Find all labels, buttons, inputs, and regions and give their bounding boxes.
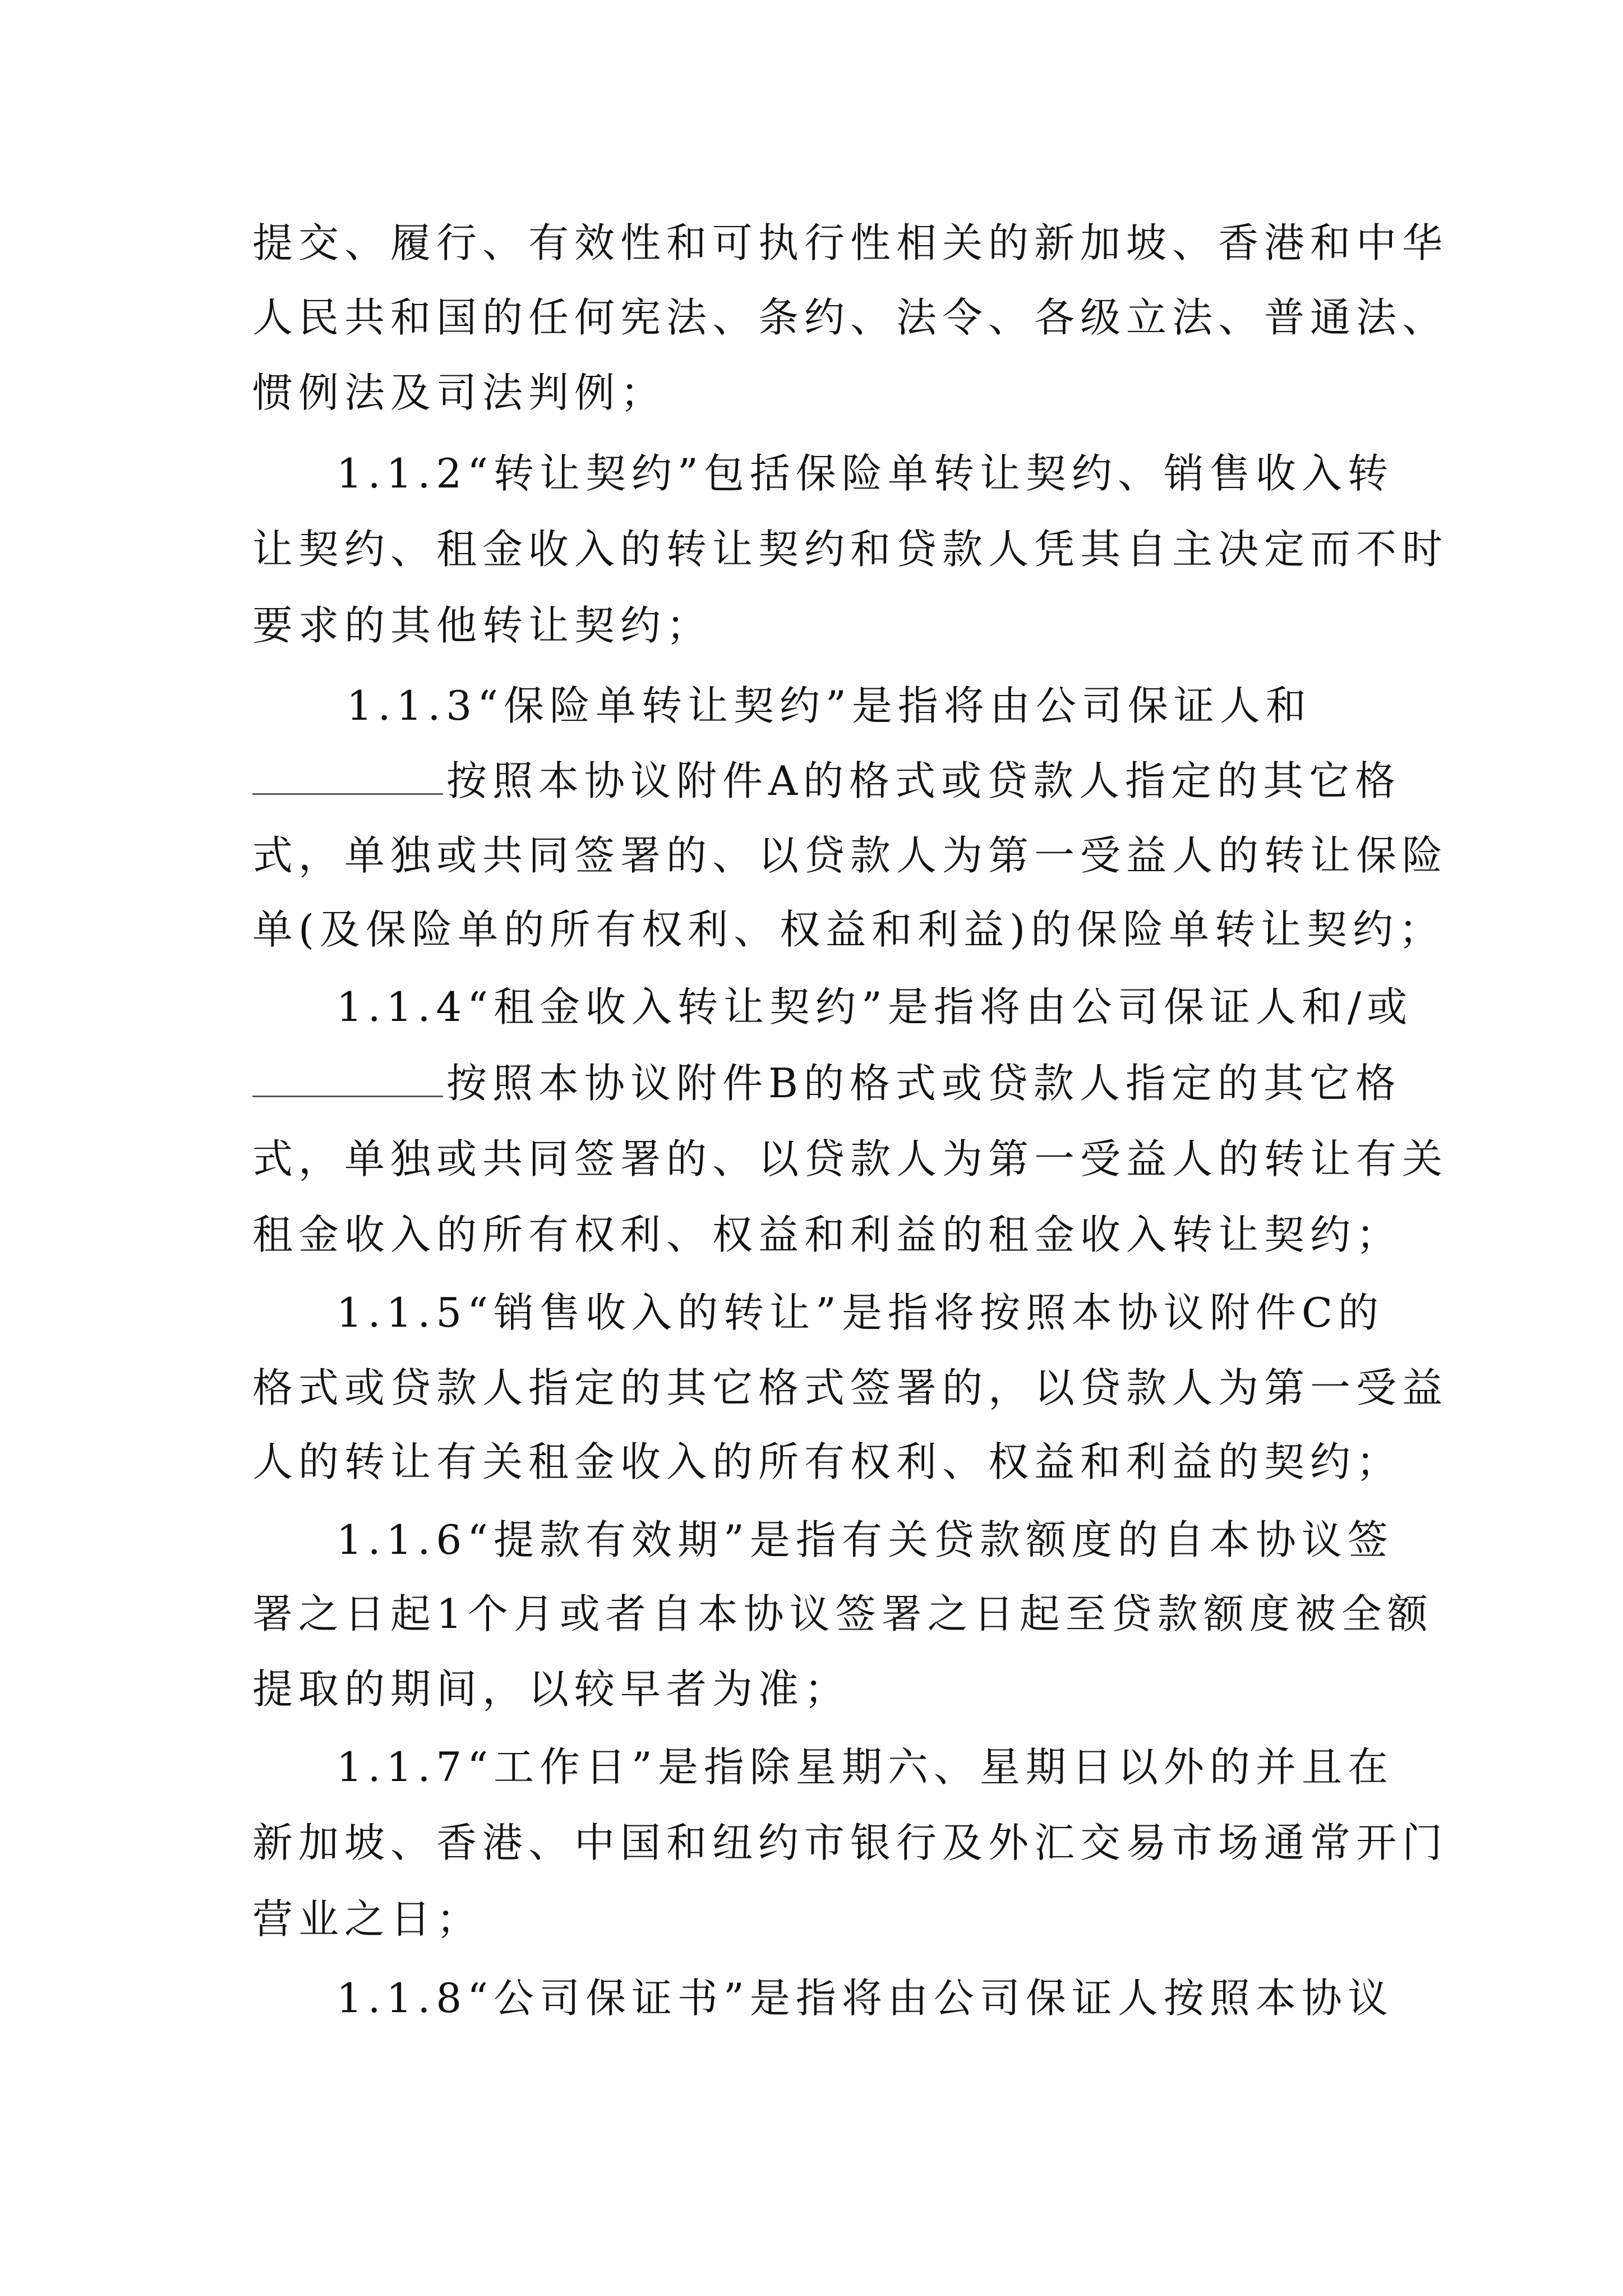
text-line-3: 惯例法及司法判例； (252, 369, 667, 416)
clause-1-1-5-line-2: 格式或贷款人指定的其它格式签署的，以贷款人为第一受益 (252, 1364, 1449, 1411)
clause-1-1-4-line-4: 租金收入的所有权利、权益和利益的租金收入转让契约； (252, 1211, 1403, 1258)
clause-1-1-4-line-2 (252, 1055, 1401, 1111)
clause-1-1-8-line-1: 1.1.8“公司保证书”是指将由公司保证人按照本协议 (336, 1975, 1394, 2022)
clause-1-1-3-line-3: 式，单独或共同签署的、以贷款人为第一受益人的转让保险 (252, 832, 1449, 879)
clause-1-1-2-line-3: 要求的其他转让契约； (252, 602, 713, 649)
clause-1-1-6-line-2: 署之日起1个月或者自本协议签署之日起至贷款额度被全额 (252, 1590, 1433, 1637)
fill-in-blank (252, 1062, 443, 1097)
clause-1-1-7-line-3: 营业之日； (252, 1895, 483, 1943)
clause-1-1-5-line-1: 1.1.5“销售收入的转让”是指将按照本协议附件C的 (336, 1289, 1384, 1336)
clause-1-1-6-line-3: 提取的期间，以较早者为准； (252, 1665, 851, 1713)
clause-1-1-2-line-2: 让契约、租金收入的转让契约和贷款人凭其自主决定而不时 (252, 526, 1449, 573)
clause-1-1-3-line-4: 单(及保险单的所有权利、权益和利益)的保险单转让契约； (252, 906, 1445, 953)
clause-1-1-7-line-1: 1.1.7“工作日”是指除星期六、星期日以外的并且在 (336, 1743, 1394, 1791)
clause-1-1-3-line-2-text: 按照本协议附件A的格式或贷款人指定的其它格 (446, 757, 1401, 804)
clause-1-1-4-line-1: 1.1.4“租金收入转让契约”是指将由公司保证人和/或 (336, 983, 1413, 1030)
clause-1-1-5-line-3: 人的转让有关租金收入的所有权利、权益和利益的契约； (252, 1438, 1403, 1485)
clause-1-1-3-line-2 (252, 753, 1401, 809)
clause-1-1-3-line-1: 1.1.3“保险单转让契约”是指将由公司保证人和 (347, 682, 1312, 729)
clause-1-1-7-line-2: 新加坡、香港、中国和纽约市银行及外汇交易市场通常开门 (252, 1819, 1449, 1866)
text-line-1: 提交、履行、有效性和可执行性相关的新加坡、香港和中华 (252, 219, 1449, 266)
clause-1-1-4-line-3: 式，单独或共同签署的、以贷款人为第一受益人的转让有关 (252, 1135, 1449, 1182)
text-line-2: 人民共和国的任何宪法、条约、法令、各级立法、普通法、 (252, 294, 1449, 341)
clause-1-1-2-line-1: 1.1.2“转让契约”包括保险单转让契约、销售收入转 (336, 450, 1394, 497)
clause-1-1-4-line-2-text: 按照本协议附件B的格式或贷款人指定的其它格 (446, 1060, 1401, 1107)
fill-in-blank (252, 760, 443, 795)
clause-1-1-6-line-1: 1.1.6“提款有效期”是指有关贷款额度的自本协议签 (336, 1516, 1394, 1563)
